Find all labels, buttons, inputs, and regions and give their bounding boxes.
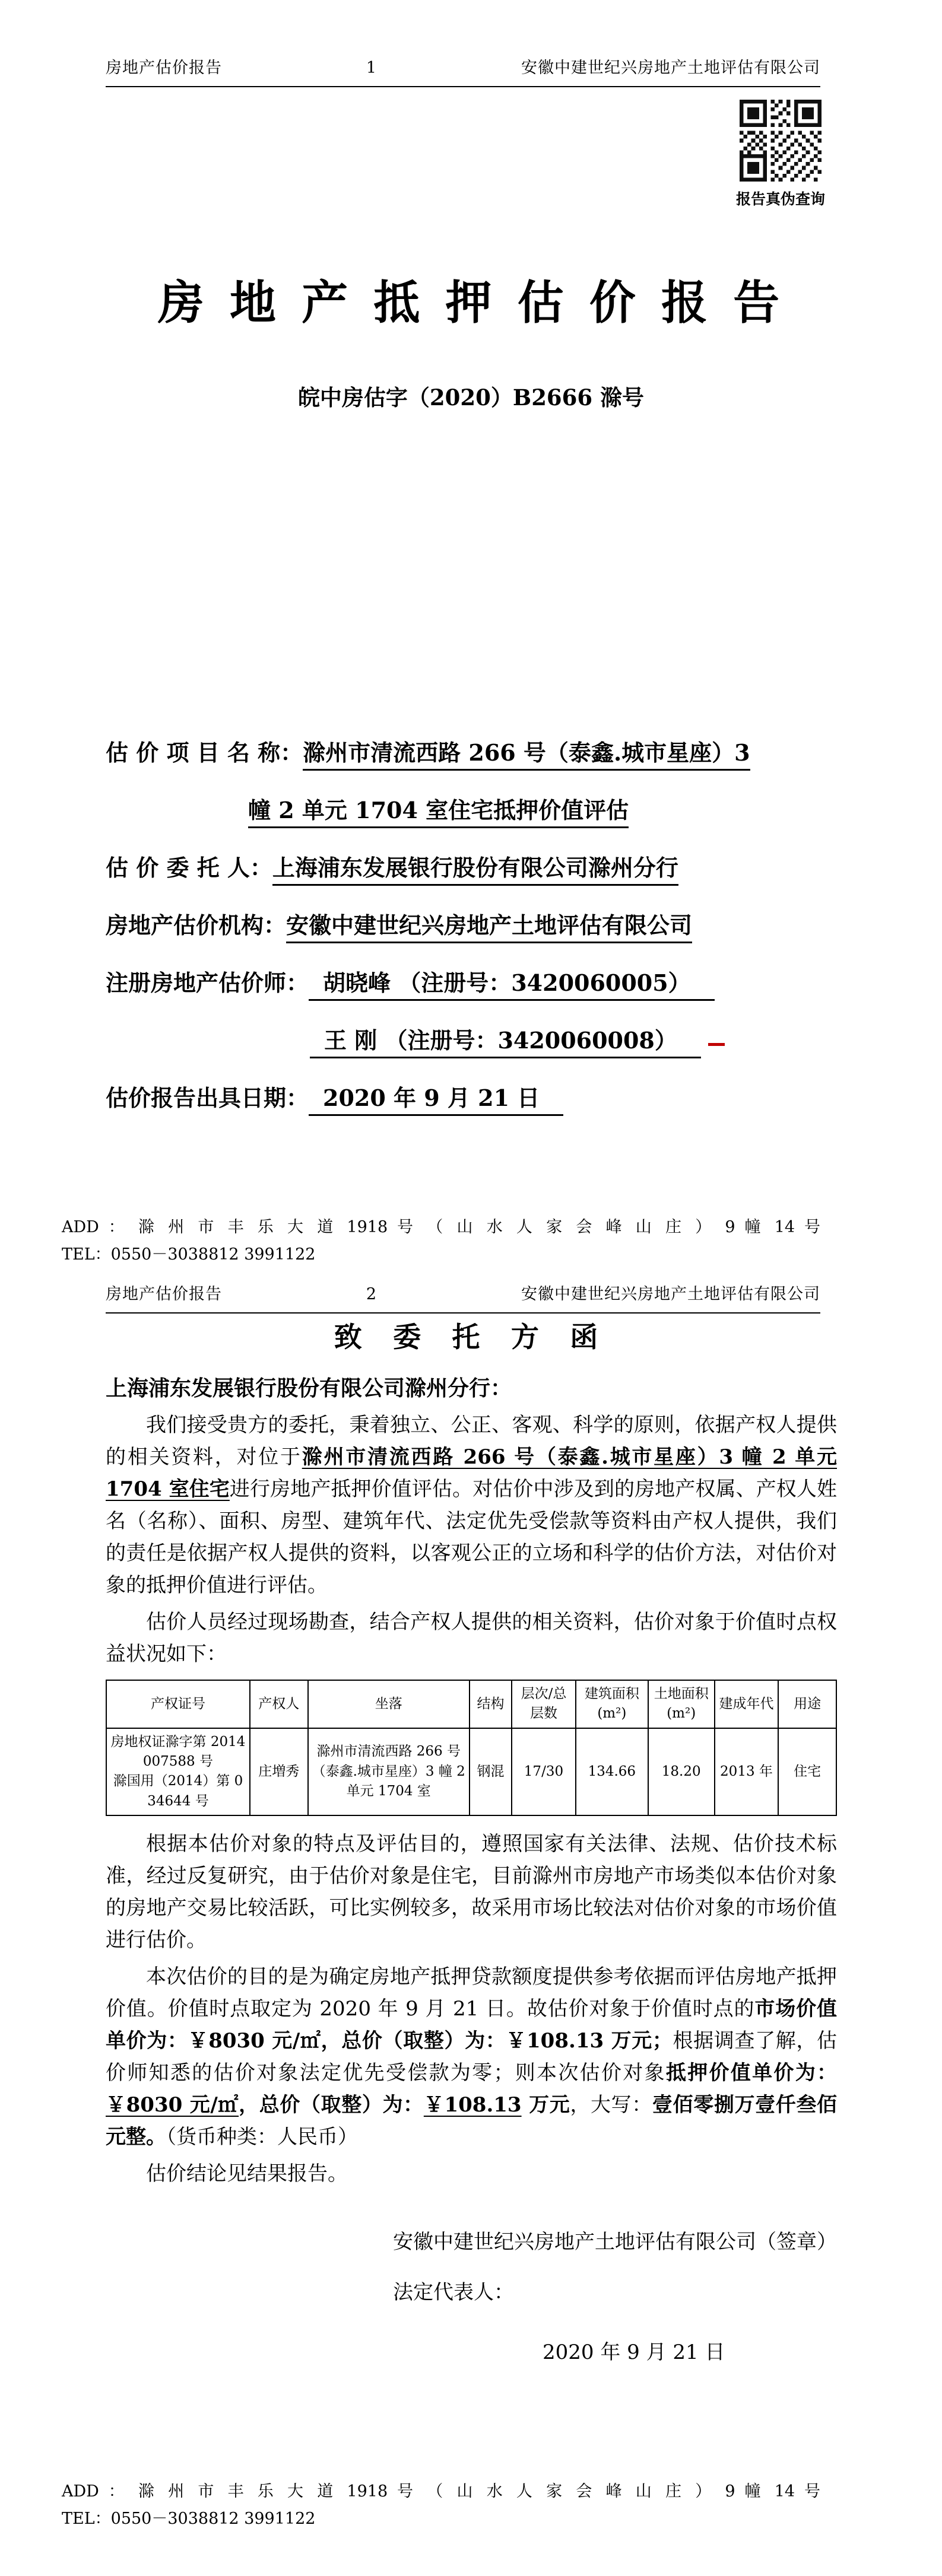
unit-price-value: ￥8030 元/㎡ — [106, 2093, 239, 2117]
text-segment: ，总价（取整）为： — [239, 2093, 424, 2117]
paragraph-valuation — [106, 1961, 837, 2153]
col-floor: 层次/总层数 — [512, 1680, 576, 1728]
header-company-label: 安徽中建世纪兴房地产土地评估有限公司 — [521, 1285, 820, 1303]
field-label: 估价报告出具日期： — [106, 1085, 309, 1111]
qr-caption: 报告真伪查询 — [735, 190, 825, 208]
cell-structure: 钢混 — [470, 1728, 512, 1815]
field-value: 幢 2 单元 1704 室住宅抵押价值评估 — [248, 797, 629, 828]
cell-cert-no — [106, 1728, 250, 1815]
letter-title: 致 委 托 方 函 — [334, 1321, 609, 1354]
market-value-segment: 市场价值单价为：￥8030 元/㎡，总价（取整）为：￥108.13 万元； — [106, 1997, 837, 2053]
signature-company: 安徽中建世纪兴房地产土地评估有限公司（签章） — [393, 2230, 837, 2254]
header-page-number: 2 — [366, 1285, 378, 1303]
paragraph-commission — [106, 1409, 837, 1601]
col-location: 坐落 — [308, 1680, 470, 1728]
total-price-value: ￥108.13 — [423, 2093, 522, 2117]
field-appraiser-1 — [106, 965, 853, 997]
field-label: 估 价 委 托 人： — [106, 854, 272, 881]
paragraph-conclusion: 估价结论见结果报告。 — [146, 2162, 348, 2186]
col-structure: 结构 — [470, 1680, 512, 1728]
paragraph-survey: 估价人员经过现场勘查，结合产权人提供的相关资料，估价对象于价值时点权益状况如下： — [106, 1610, 837, 1666]
property-rights-table — [106, 1680, 837, 1816]
text-segment: 本次估价的目的是为确定房地产抵押贷款额度提供参考依据而评估房地产抵押价值。价值时点取定为 2020 年 9 月 21 日。故估价对象于价值时点的 — [106, 1965, 837, 2021]
page-2 — [0, 1267, 942, 2576]
text-segment: 进行房地产抵押价值评估。对估价中涉及到的房地产权属、产权人姓名（名称）、面积、房型、建筑年代、法定优先受偿款等资料由产权人提供，我们的责任是依据产权人提供的资料，以客观公正的立场和科学的估价方法，对估价对象的抵押价值进行评估。 — [106, 1477, 838, 1597]
page-header — [106, 55, 820, 87]
page-footer — [62, 2478, 820, 2533]
cell-land-area: 18.20 — [648, 1728, 715, 1815]
header-left-label: 房地产估价报告 — [106, 59, 222, 77]
cell-location: 滁州市清流西路 266 号（泰鑫.城市星座）3 幢 2 单元 1704 室 — [308, 1728, 470, 1815]
footer-address: ADD ： 滁 州 市 丰 乐 大 道 1918 号 （ 山 水 人 家 会 峰 山 庄 ） 9 幢 14 号 — [62, 1218, 820, 1236]
field-value: 滁州市清流西路 266 号（泰鑫.城市星座）3 — [303, 739, 750, 771]
cell-owner: 庄増秀 — [250, 1728, 308, 1815]
field-label: 房地产估价机构： — [106, 912, 287, 939]
letter-addressee: 上海浦东发展银行股份有限公司滁州分行： — [106, 1376, 512, 1401]
footer-telephone: TEL：0550－3038812 3991122 — [62, 2510, 316, 2528]
col-owner: 产权人 — [250, 1680, 308, 1728]
page-header — [106, 1281, 820, 1314]
header-left-label: 房地产估价报告 — [106, 1285, 222, 1303]
field-value: 上海浦东发展银行股份有限公司滁州分行 — [272, 854, 678, 886]
paragraph-method: 根据本估价对象的特点及评估目的，遵照国家有关法律、法规、估价技术标准，经过反复研究，由于估价对象是住宅，目前滁州市房地产市场类似本估价对象的房地产交易比较活跃，可比实例较多，故采用市场比较法对估价对象的市场价值进行估价。 — [106, 1832, 837, 1952]
col-building-area: 建筑面积(m²) — [576, 1680, 648, 1728]
cover-fields — [106, 734, 853, 1137]
field-client — [106, 850, 853, 882]
col-year: 建成年代 — [715, 1680, 779, 1728]
footer-telephone: TEL：0550－3038812 3991122 — [62, 1245, 316, 1264]
cert-line-2: 滁国用（2014）第 034644 号 — [113, 1773, 243, 1809]
field-label: 估 价 项 目 名 称： — [106, 739, 303, 766]
text-segment: 万元 — [521, 2093, 570, 2117]
field-value: 2020 年 9 月 21 日 — [309, 1085, 563, 1116]
text-segment: ，大写： — [570, 2093, 652, 2117]
text-segment: 我们接受贵方的委托，秉着独立、公正、客观、科学的原则，依据产权人提供的相关资料，对位于 — [106, 1413, 837, 1469]
page-footer — [62, 1214, 820, 1268]
field-appraiser-2 — [106, 1022, 853, 1055]
cert-line-1: 房地权证滁字第 2014007588 号 — [110, 1734, 246, 1770]
cell-building-area: 134.66 — [576, 1728, 648, 1815]
col-use: 用途 — [778, 1680, 836, 1728]
header-company-label: 安徽中建世纪兴房地产土地评估有限公司 — [521, 59, 820, 77]
signature-block — [393, 2225, 837, 2365]
mortgage-value-label: 抵押价值单价为： — [665, 2061, 838, 2085]
report-number: 皖中房估字（2020）B2666 滁号 — [297, 384, 645, 411]
field-label: 注册房地产估价师： — [106, 969, 309, 996]
field-value: 王 刚 （注册号：3420060008） — [310, 1027, 701, 1058]
text-segment: 根据调查了解，估价师知悉的估价对象法定优先受偿款为零；则本次估价对象 — [106, 2029, 837, 2085]
amount-in-words: 壹佰零捌万壹仟叁佰元整。 — [106, 2093, 838, 2149]
cell-year: 2013 年 — [715, 1728, 779, 1815]
field-value: 胡晓峰 （注册号：3420060005） — [309, 969, 715, 1001]
letter-content — [106, 1315, 837, 2365]
table-row — [106, 1728, 836, 1815]
field-project-name-cont — [106, 792, 853, 825]
page-1 — [0, 0, 942, 1267]
qr-block — [733, 100, 828, 209]
field-report-date — [106, 1080, 853, 1112]
signature-date: 2020 年 9 月 21 日 — [543, 2340, 725, 2365]
report-title: 房 地 产 抵 押 估 价 报 告 — [157, 276, 785, 330]
text-segment-property: 滁州市清流西路 266 号（泰鑫.城市星座）3 幢 2 单元 1704 室住宅 — [106, 1445, 837, 1501]
col-land-area: 土地面积(m²) — [648, 1680, 715, 1728]
red-mark — [708, 1043, 725, 1046]
cell-use: 住宅 — [778, 1728, 836, 1815]
qr-code-image — [740, 100, 822, 182]
field-project-name — [106, 734, 853, 767]
cell-floor: 17/30 — [512, 1728, 576, 1815]
currency-note: （货币种类：人民币） — [166, 2125, 358, 2149]
field-agency — [106, 907, 853, 940]
footer-address: ADD ： 滁 州 市 丰 乐 大 道 1918 号 （ 山 水 人 家 会 峰 山 庄 ） 9 幢 14 号 — [62, 2482, 820, 2501]
table-header-row — [106, 1680, 836, 1728]
header-page-number: 1 — [366, 59, 378, 77]
signature-legal-representative: 法定代表人： — [393, 2281, 514, 2305]
col-cert-no: 产权证号 — [106, 1680, 250, 1728]
field-value: 安徽中建世纪兴房地产土地评估有限公司 — [286, 912, 692, 943]
